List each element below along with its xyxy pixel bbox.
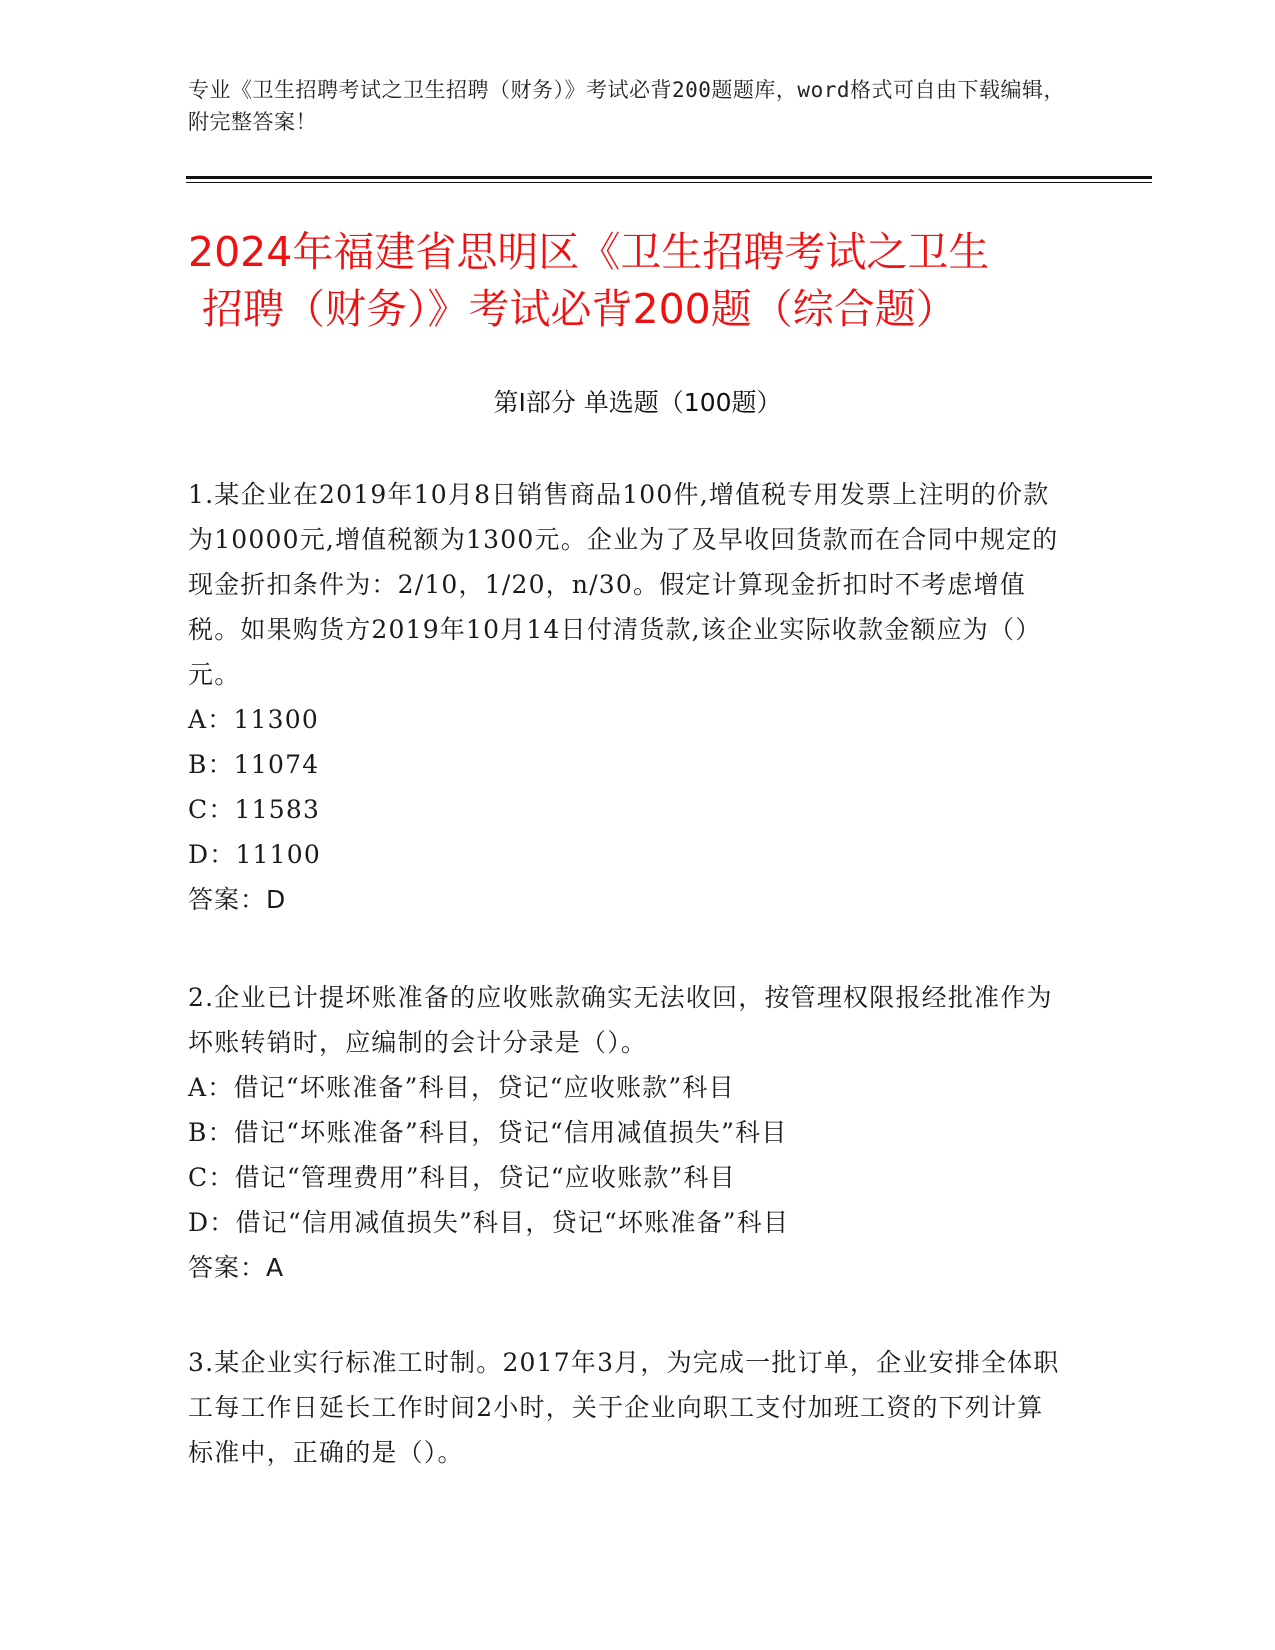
header-note: 专业《卫生招聘考试之卫生招聘（财务）》考试必背200题题库，word格式可自由下载编辑，附完整答案！ [188, 78, 1065, 134]
question-2 [188, 975, 1068, 1290]
question-stem: 1.某企业在2019年10月8日销售商品100件,增值税专用发票上注明的价款为10000元,增值税额为1300元。企业为了及早收回货款而在合同中规定的现金折扣条件为：2/10，1/20，n/30。假定计算现金折扣时不考虑增值税。如果购货方2019年10月14日付清货款,该企业实际收款金额应为（）元。 [188, 480, 1059, 689]
question-stem: 3.某企业实行标准工时制。2017年3月，为完成一批订单，企业安排全体职工每工作日延长工作时间2小时，关于企业向职工支付加班工资的下列计算标准中，正确的是（）。 [188, 1348, 1060, 1467]
option-b: B：借记“坏账准备”科目，贷记“信用减值损失”科目 [188, 1118, 788, 1147]
option-d: D：11100 [188, 840, 321, 869]
option-c: C：11583 [188, 795, 321, 824]
answer: 答案：D [188, 885, 287, 914]
title-line-1: 2024年福建省思明区《卫生招聘考试之卫生 [188, 228, 990, 276]
option-b: B：11074 [188, 750, 320, 779]
header-divider-thin [186, 182, 1152, 183]
question-1 [188, 472, 1068, 922]
title-line-2: 招聘（财务）》考试必背200题（综合题） [202, 285, 957, 333]
question-3 [188, 1340, 1068, 1475]
answer: 答案：A [188, 1253, 285, 1282]
option-a: A：借记“坏账准备”科目，贷记“应收账款”科目 [188, 1073, 735, 1102]
option-d: D：借记“信用减值损失”科目，贷记“坏账准备”科目 [188, 1208, 790, 1237]
document-title [188, 224, 1088, 338]
header-divider-thick [186, 176, 1152, 179]
option-c: C：借记“管理费用”科目，贷记“应收账款”科目 [188, 1163, 736, 1192]
option-a: A：11300 [188, 705, 319, 734]
section-title: 第Ⅰ部分 单选题（100题） [493, 388, 782, 417]
question-stem: 2.企业已计提坏账准备的应收账款确实无法收回，按管理权限报经批准作为坏账转销时，应编制的会计分录是（）。 [188, 983, 1053, 1057]
